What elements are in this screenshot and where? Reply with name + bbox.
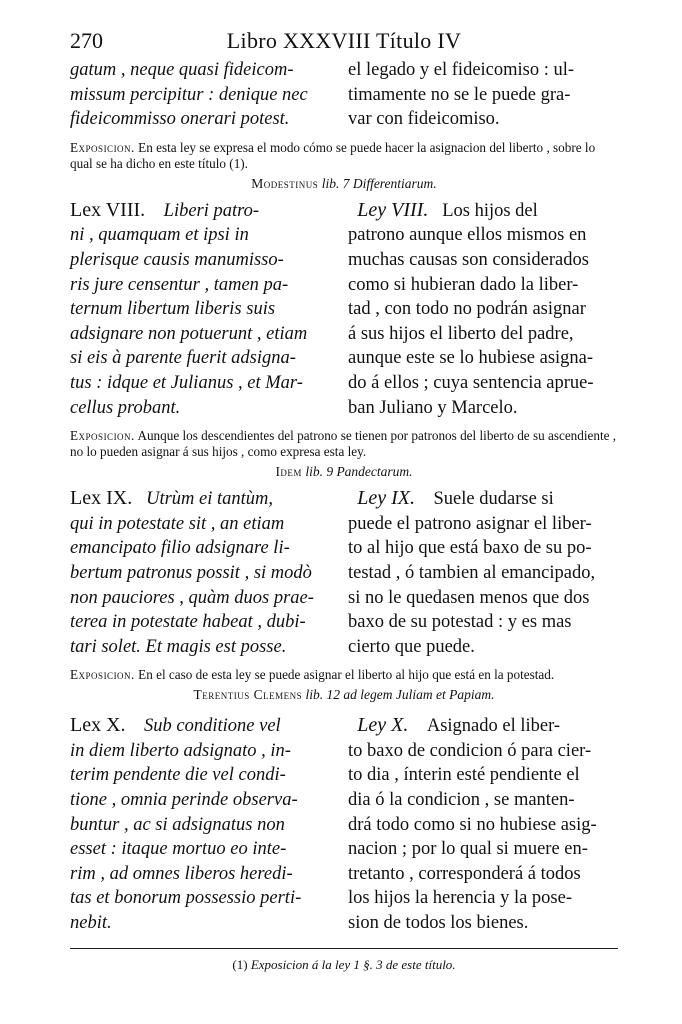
spanish-line: puede el patrono asignar el liber- <box>348 513 592 534</box>
latin-column <box>70 713 340 935</box>
page-number: 270 <box>70 28 103 53</box>
exposition-label: Exposicion. <box>70 139 135 155</box>
spanish-line: nacion ; por lo qual si muere en- <box>348 839 588 860</box>
page-header <box>70 28 618 58</box>
latin-line: adsignare non potuerunt , etiam <box>70 323 308 344</box>
spanish-line: si no le quedasen menos que dos <box>348 587 590 608</box>
spanish-text: Asignado el liber- <box>426 716 561 737</box>
spanish-line <box>348 486 618 512</box>
latin-column <box>70 58 340 132</box>
source-1 <box>70 176 618 192</box>
latin-line: tione , omnia perinde observa- <box>70 790 298 811</box>
footnote <box>70 957 618 973</box>
source-work: lib. 12 ad legem Juliam et Papiam. <box>305 687 495 703</box>
source-author: Modestinus <box>251 175 319 191</box>
spanish-line: tad , con todo no podrán asignar <box>348 299 586 320</box>
latin-line: ternum libertum liberis suis <box>70 299 276 320</box>
spanish-line: cierto que puede. <box>348 636 475 657</box>
spanish-line: ban Juliano y Marcelo. <box>348 397 518 418</box>
spanish-line: patrono aunque ellos mismos en <box>348 225 587 246</box>
latin-text: Utrùm ei tantùm, <box>146 489 274 510</box>
spanish-line: tretanto , corresponderá á todos <box>348 863 581 884</box>
ley-label: Ley IX. <box>357 487 416 510</box>
latin-line <box>70 486 340 512</box>
latin-line: si eis à parente fuerit adsigna- <box>70 348 296 369</box>
latin-line: plerisque causis manumisso- <box>70 249 284 270</box>
latin-line: gatum , neque quasi fideicom- <box>70 60 294 80</box>
spanish-column <box>348 58 618 132</box>
law-10 <box>70 713 618 935</box>
source-2 <box>70 464 618 480</box>
latin-line: nebit. <box>70 913 112 934</box>
latin-line <box>70 713 340 739</box>
spanish-line: á sus hijos el liberto del padre, <box>348 323 574 344</box>
latin-line: tari solet. Et magis est posse. <box>70 636 287 657</box>
source-work: lib. 9 Pandectarum. <box>305 464 413 480</box>
latin-line: emancipato filio adsignare li- <box>70 538 290 559</box>
latin-line: non pauciores , quàm duos prae- <box>70 587 314 608</box>
spanish-line: el legado y el fideicomiso : ul- <box>348 60 575 80</box>
spanish-line: como si hubieran dado la liber- <box>348 274 579 295</box>
spanish-line: to baxo de condicion ó para cier- <box>348 740 592 761</box>
exposition-text: En el caso de esta ley se puede asignar el liberto al hijo que está en la potestad. <box>138 667 555 683</box>
latin-line: bertum patronus possit , si modò <box>70 562 312 583</box>
latin-line: tus : idque et Julianus , et Mar- <box>70 372 303 393</box>
latin-line: fideicommisso onerari potest. <box>70 109 290 130</box>
law-9 <box>70 486 618 659</box>
spanish-line: dia ó la condicion , se manten- <box>348 790 575 811</box>
exposition-text: En esta ley se expresa el modo cómo se puede hacer la asignacion del liberto , sobre lo qual se ha dicho en este título (1). <box>70 139 596 171</box>
latin-line: esset : itaque mortuo eo inte- <box>70 839 287 860</box>
spanish-text: Los hijos del <box>442 200 538 221</box>
latin-column <box>70 486 340 659</box>
page <box>70 28 618 973</box>
latin-line: tas et bonorum possessio perti- <box>70 888 302 909</box>
exposition-1 <box>70 140 618 172</box>
spanish-line: sion de todos los bienes. <box>348 913 529 934</box>
latin-line <box>70 198 340 224</box>
spanish-text: Suele dudarse si <box>433 489 554 510</box>
spanish-line: los hijos la herencia y la pose- <box>348 888 572 909</box>
spanish-column <box>348 713 618 935</box>
spanish-line: muchas causas son considerados <box>348 249 589 270</box>
spanish-line <box>348 713 618 739</box>
latin-line: qui in potestate sit , an etiam <box>70 513 285 534</box>
latin-line: ni , quamquam et ipsi in <box>70 225 249 246</box>
latin-line: ris jure censentur , tamen pa- <box>70 274 289 295</box>
continuation-block <box>70 58 618 132</box>
latin-line: cellus probant. <box>70 397 181 418</box>
spanish-column <box>348 198 618 420</box>
spanish-line: do á ellos ; cuya sentencia aprue- <box>348 372 594 393</box>
source-author: Terentius Clemens <box>193 687 303 703</box>
spanish-line: to al hijo que está baxo de su po- <box>348 538 592 559</box>
latin-line: missum percipitur : denique nec <box>70 84 308 105</box>
latin-column <box>70 198 340 420</box>
source-work: lib. 7 Differentiarum. <box>321 175 437 191</box>
spanish-line: drá todo como si no hubiese asig- <box>348 814 597 835</box>
lex-label: Lex VIII. <box>70 198 146 221</box>
latin-line: terim pendente die vel condi- <box>70 765 286 786</box>
law-8 <box>70 198 618 420</box>
source-3 <box>70 687 618 703</box>
spanish-line: baxo de su potestad : y es mas <box>348 612 572 633</box>
latin-line: terea in potestate habeat , dubi- <box>70 612 306 633</box>
latin-line: rim , ad omnes liberos heredi- <box>70 863 293 884</box>
footnote-mark: (1) <box>232 956 248 972</box>
spanish-line: var con fideicomiso. <box>348 109 500 130</box>
spanish-line: aunque este se lo hubiese asigna- <box>348 348 594 369</box>
latin-text: Liberi patro- <box>163 200 260 221</box>
exposition-label: Exposicion. <box>70 428 135 444</box>
footnote-text: Exposicion á la ley 1 §. 3 de este título. <box>250 956 456 972</box>
ley-label: Ley X. <box>357 714 409 737</box>
spanish-line: testad , ó tambien al emancipado, <box>348 562 596 583</box>
source-author: Idem <box>275 464 302 480</box>
lex-label: Lex IX. <box>70 487 133 510</box>
spanish-line: to dia , ínterin esté pendiente el <box>348 765 580 786</box>
exposition-text: Aunque los descendientes del patrono se tienen por patronos del liberto de su ascendiente , no lo pueden asignar á sus hijos , como expresa esta ley. <box>70 428 617 460</box>
running-title: Libro XXXVIII Título IV <box>226 28 462 53</box>
spanish-column <box>348 486 618 659</box>
latin-line: buntur , ac si adsignatus non <box>70 814 285 835</box>
latin-text: Sub conditione vel <box>144 716 281 737</box>
spanish-line <box>348 198 618 224</box>
ley-label: Ley VIII. <box>357 198 429 221</box>
exposition-3 <box>70 667 618 683</box>
exposition-2 <box>70 428 618 460</box>
footnote-divider <box>70 948 618 949</box>
spanish-line: timamente no se le puede gra- <box>348 84 571 105</box>
latin-line: in diem liberto adsignato , in- <box>70 740 291 761</box>
lex-label: Lex X. <box>70 714 126 737</box>
exposition-label: Exposicion. <box>70 667 135 683</box>
